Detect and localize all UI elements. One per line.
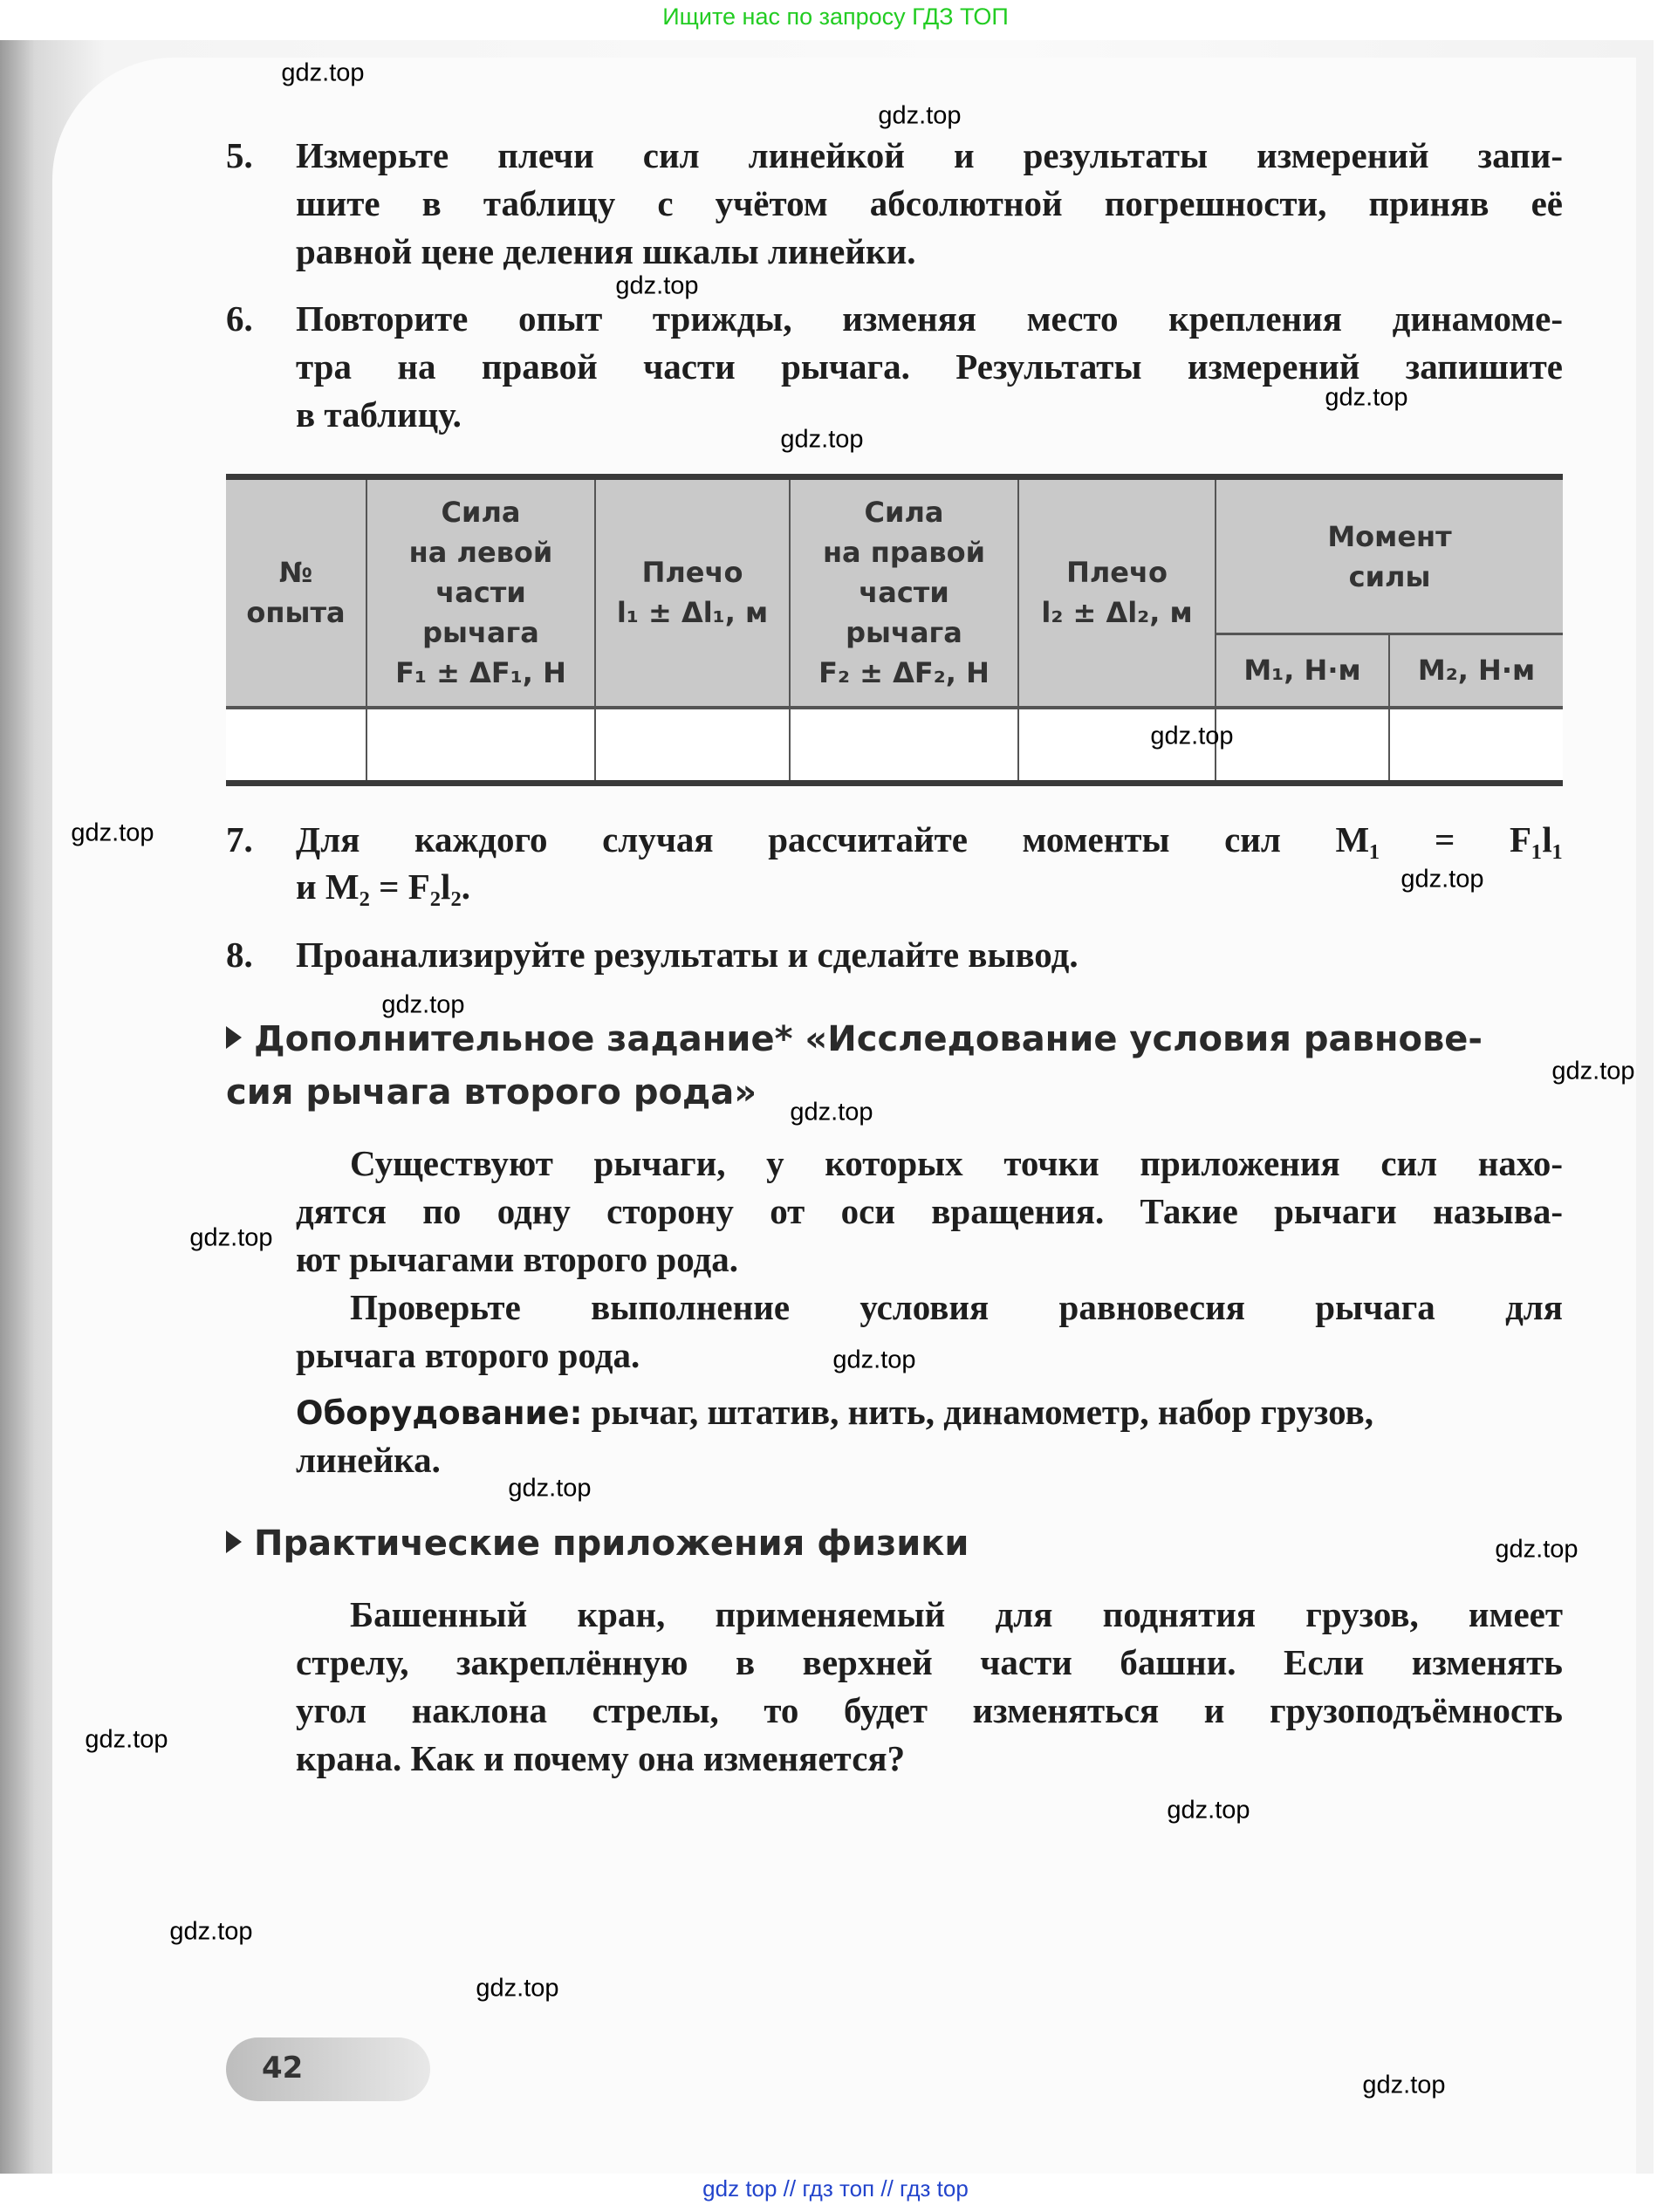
paragraph-line: крана. Как и почему она изменяется? xyxy=(296,1738,906,1778)
watermark: gdz.top xyxy=(71,818,154,847)
item-8-line: Проанализируйте результаты и сделайте вывод. xyxy=(296,935,1079,975)
paragraph-line: стрелу, закреплённую в верхней части башни. Если изменять xyxy=(296,1642,1563,1682)
watermark: gdz.top xyxy=(381,990,465,1019)
item-7-line: и M₂ = F₂l₂. xyxy=(296,866,470,907)
table-cell xyxy=(1389,708,1563,784)
table-cell xyxy=(1216,708,1389,784)
header-m1: M₁, Н·м xyxy=(1216,634,1389,708)
equipment-label: Оборудование: xyxy=(296,1394,583,1432)
watermark: gdz.top xyxy=(1325,383,1408,412)
item-8-number: 8. xyxy=(226,935,253,975)
watermark: gdz.top xyxy=(169,1917,253,1946)
watermark: gdz.top xyxy=(780,425,864,454)
watermark: gdz.top xyxy=(790,1098,873,1127)
watermark: gdz.top xyxy=(1400,865,1484,894)
item-6-line: в таблицу. xyxy=(296,394,462,435)
table-cell xyxy=(790,708,1018,784)
watermark: gdz.top xyxy=(878,101,962,130)
watermark: gdz.top xyxy=(832,1346,916,1374)
footer-links[interactable]: gdz top // гдз топ // гдз top xyxy=(702,2175,969,2202)
paragraph-line: Башенный кран, применяемый для поднятия грузов, имеет xyxy=(350,1594,1563,1634)
watermark: gdz.top xyxy=(85,1725,168,1754)
header-left-arm: Плечо l₁ ± Δl₁, м xyxy=(595,477,790,708)
paragraph-line: Существуют рычаги, у которых точки приложения сил нахо- xyxy=(350,1143,1563,1183)
equipment-list: рычаг, штатив, нить, динамометр, набор грузов, xyxy=(582,1392,1373,1432)
item-6-number: 6. xyxy=(226,298,253,339)
header-right-force: Сила на правой части рычага F₂ ± ΔF₂, Н xyxy=(790,477,1018,708)
top-banner[interactable]: Ищите нас по запросу ГДЗ ТОП xyxy=(662,3,1009,30)
table-cell xyxy=(226,708,366,784)
item-5-line: Измерьте плечи сил линейкой и результаты измерений запи- xyxy=(296,135,1563,175)
header-experiment-number: № опыта xyxy=(226,477,366,708)
watermark: gdz.top xyxy=(1150,722,1234,750)
table-cell xyxy=(595,708,790,784)
watermark: gdz.top xyxy=(476,1974,559,2003)
page-number: 42 xyxy=(262,2051,304,2085)
watermark: gdz.top xyxy=(1362,2071,1446,2099)
equipment-line: линейка. xyxy=(296,1440,441,1480)
watermark: gdz.top xyxy=(615,271,699,300)
header-right-arm: Плечо l₂ ± Δl₂, м xyxy=(1018,477,1216,708)
paragraph-line: ют рычагами второго рода. xyxy=(296,1239,739,1279)
item-7-line: Для каждого случая рассчитайте моменты сил M₁ = F₁l₁ xyxy=(296,819,1563,859)
table-row xyxy=(226,708,1563,784)
header-m2: M₂, Н·м xyxy=(1389,634,1563,708)
section-heading-practical: Практические приложения физики xyxy=(226,1522,969,1565)
section-heading-additional-task-cont: сия рычага второго рода» xyxy=(226,1072,757,1113)
header-left-force: Сила на левой части рычага F₁ ± ΔF₁, Н xyxy=(366,477,595,708)
page-number-badge xyxy=(226,2037,430,2101)
watermark: gdz.top xyxy=(1495,1535,1579,1564)
triangle-bullet-icon xyxy=(226,1026,242,1049)
watermark: gdz.top xyxy=(508,1474,592,1503)
table-cell xyxy=(366,708,595,784)
section-heading-additional-task: Дополнительное задание* «Исследование условия равнове- xyxy=(226,1017,1483,1061)
watermark: gdz.top xyxy=(189,1223,273,1252)
equipment-line xyxy=(296,1390,1563,1435)
paragraph-line: Проверьте выполнение условия равновесия рычага для xyxy=(350,1287,1563,1327)
item-5-line: шите в таблицу с учётом абсолютной погрешности, приняв её xyxy=(296,183,1563,223)
header-moment: Момент силы xyxy=(1216,477,1563,634)
item-6-line: Повторите опыт трижды, изменяя место крепления динамоме- xyxy=(296,298,1563,339)
watermark: gdz.top xyxy=(281,58,365,87)
item-7-number: 7. xyxy=(226,819,253,859)
item-5-line: равной цене деления шкалы линейки. xyxy=(296,231,916,271)
watermark: gdz.top xyxy=(1551,1057,1635,1085)
paragraph-line: дятся по одну сторону от оси вращения. Такие рычаги называ- xyxy=(296,1191,1563,1231)
item-6-line: тра на правой части рычага. Результаты измерений запишите xyxy=(296,346,1563,387)
watermark: gdz.top xyxy=(1167,1796,1250,1825)
item-5-number: 5. xyxy=(226,135,253,175)
triangle-bullet-icon xyxy=(226,1531,242,1553)
measurement-table xyxy=(226,474,1563,786)
paragraph-line: рычага второго рода. xyxy=(296,1335,640,1375)
paragraph-line: угол наклона стрелы, то будет изменяться и грузоподъёмность xyxy=(296,1690,1563,1730)
